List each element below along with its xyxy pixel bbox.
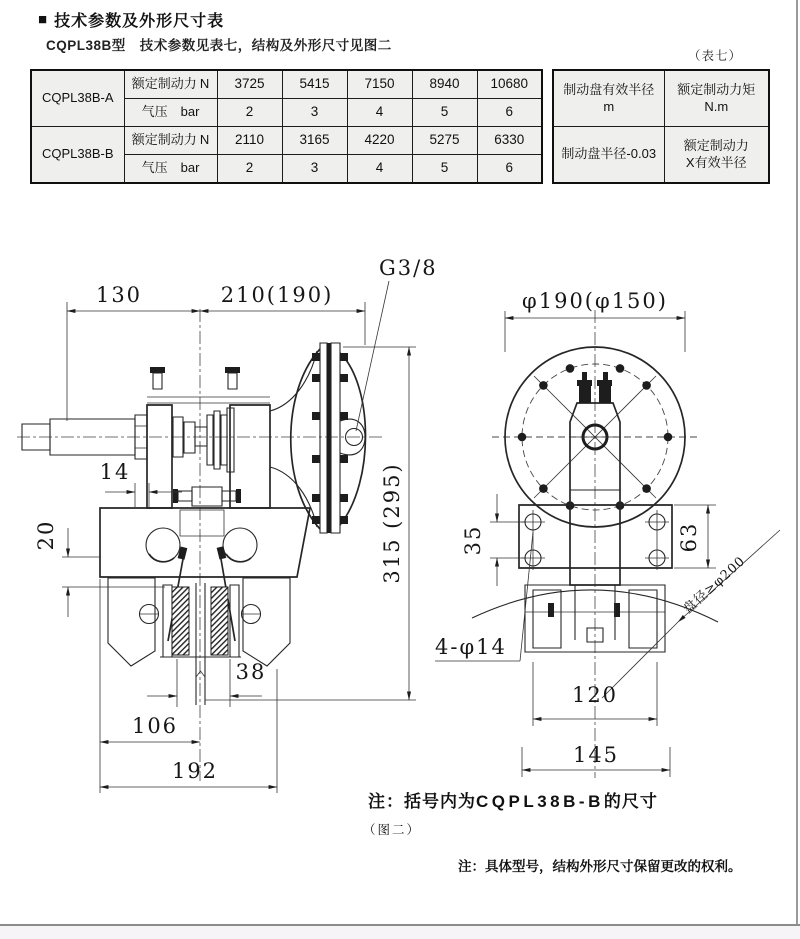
table-cell: 4	[347, 155, 412, 184]
note-prefix: 注：括号内为	[368, 792, 476, 811]
mounting-bracket	[519, 505, 672, 570]
disc-diameter-note: 盘径≥φ200	[680, 553, 749, 618]
cell-model-a: CQPL38B-A	[31, 70, 124, 127]
table-cell: 4	[347, 99, 412, 127]
cell-torque-formula	[664, 127, 769, 184]
cell-line: 额定制动力矩	[677, 82, 756, 98]
param-label: 气压	[141, 104, 168, 120]
dim-106: 106	[131, 714, 179, 738]
cell-line: 制动盘有效半径	[563, 82, 655, 98]
dim-192: 192	[171, 759, 219, 783]
table-row	[553, 70, 769, 127]
figure-two-tag: （图二）	[363, 823, 422, 837]
table-row	[31, 127, 542, 155]
page-title-row	[38, 8, 224, 31]
table-cell: 3	[282, 99, 347, 127]
param-label: 额定制动力	[131, 76, 197, 92]
cell-param	[124, 70, 217, 99]
dimension-annotations	[34, 256, 438, 793]
param-unit: bar	[180, 160, 200, 176]
table-cell: 5	[412, 99, 477, 127]
centerlines	[492, 310, 698, 778]
front-view-drawing	[430, 270, 800, 785]
dim-315-295: 315 (295)	[380, 462, 404, 584]
param-unit: bar	[180, 104, 200, 120]
dim-145: 145	[572, 743, 620, 767]
page-bottom-margin	[0, 926, 800, 939]
table-row	[31, 70, 542, 99]
cell-line: 额定制动力	[683, 138, 749, 154]
cell-param	[124, 127, 217, 155]
dim-14: 14	[99, 460, 131, 484]
cell-disc-radius-header	[553, 70, 664, 127]
param-label: 额定制动力	[131, 132, 197, 148]
page-right-border	[796, 0, 798, 925]
spec-table	[30, 69, 543, 184]
dim-35: 35	[461, 524, 485, 556]
dim-4-holes: 4-φ14	[435, 635, 507, 659]
square-bullet-icon: ■	[38, 11, 48, 28]
cell-disc-radius-formula	[553, 127, 664, 184]
table-cell: 3725	[217, 70, 282, 99]
cell-param	[124, 99, 217, 127]
table-cell: 6	[477, 99, 542, 127]
param-label: 气压	[141, 160, 168, 176]
param-unit: N	[199, 76, 210, 92]
table-cell: 7150	[347, 70, 412, 99]
cell-line: N.m	[704, 98, 729, 114]
dim-63: 63	[677, 521, 701, 553]
param-unit: N	[199, 132, 210, 148]
cell-line: 制动盘半径-0.03	[561, 146, 657, 162]
cell-model-b: CQPL38B-B	[31, 127, 124, 184]
dim-38: 38	[235, 660, 267, 684]
dim-dia-190-150: φ190(φ150)	[522, 289, 668, 313]
dim-120: 120	[571, 683, 619, 707]
table-cell: 2	[217, 99, 282, 127]
table-cell: 4220	[347, 127, 412, 155]
table-cell: 5415	[282, 70, 347, 99]
table-cell: 10680	[477, 70, 542, 99]
note-suffix: 的尺寸	[603, 792, 658, 811]
table-cell: 6330	[477, 127, 542, 155]
table-cell: 3	[282, 155, 347, 184]
cell-line: X有效半径	[685, 154, 747, 170]
page-title: 技术参数及外形尺寸表	[54, 13, 225, 30]
note-model-code: CQPL38B-B	[476, 792, 604, 811]
table-cell: 3165	[282, 127, 347, 155]
table-row	[553, 127, 769, 184]
dim-130: 130	[95, 283, 143, 307]
note-parentheses	[368, 787, 658, 812]
dim-20: 20	[34, 519, 58, 551]
dimension-annotations	[435, 289, 716, 777]
air-chamber	[270, 343, 366, 533]
table-cell: 5	[412, 155, 477, 184]
table-cell: 8940	[412, 70, 477, 99]
lever-bracket	[147, 367, 270, 508]
table-cell: 2	[217, 155, 282, 184]
cell-torque-header	[664, 70, 769, 127]
page-subtitle: CQPL38B型 技术参数见表七，结构及外形尺寸见图二	[46, 38, 392, 53]
table-cell: 6	[477, 155, 542, 184]
caliper-wings	[108, 578, 290, 666]
disclaimer-note: 注：具体型号，结构外形尺寸保留更改的权利。	[458, 859, 742, 874]
table-cell: 5275	[412, 127, 477, 155]
cell-line: m	[603, 98, 615, 114]
dim-210-190: 210(190)	[220, 283, 334, 307]
table-seven-tag: （表七）	[688, 49, 743, 63]
cell-param	[124, 155, 217, 184]
side-view-drawing	[15, 245, 438, 790]
dim-g38-port: G3/8	[379, 256, 438, 280]
formula-table	[552, 69, 770, 184]
table-cell: 2110	[217, 127, 282, 155]
